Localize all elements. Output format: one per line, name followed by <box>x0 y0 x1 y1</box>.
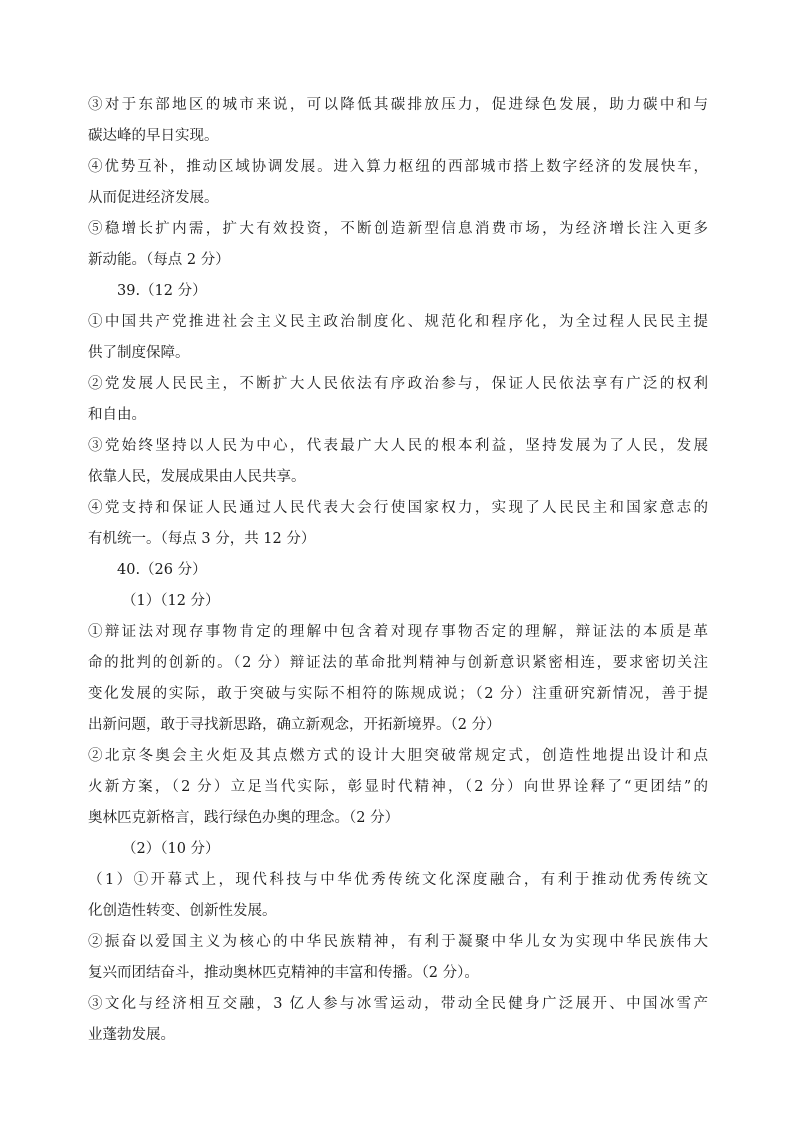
question-number: 39.（12 分） <box>117 283 207 299</box>
sub-question: （2）（10 分） <box>122 841 220 857</box>
text-line: ③党始终坚持以人民为中心，代表最广大人民的根本利益，坚持发展为了人民，发展 <box>88 438 708 454</box>
text-line: 奥林匹克新格言，践行绿色办奥的理念。（2 分） <box>88 810 400 826</box>
text-line: ②北京冬奥会主火炬及其点燃方式的设计大胆突破常规定式，创造性地提出设计和点 <box>88 748 708 764</box>
question-number: 40.（26 分） <box>117 562 207 578</box>
text-line: 新动能。（每点 2 分） <box>88 252 230 268</box>
text-line: ④优势互补，推动区域协调发展。进入算力枢纽的西部城市搭上数字经济的发展快车， <box>88 159 708 175</box>
text-line: 化创造性转变、创新性发展。 <box>88 903 277 919</box>
text-line: ③文化与经济相互交融，3 亿人参与冰雪运动，带动全民健身广泛展开、中国冰雪产 <box>88 996 708 1012</box>
text-line: ⑤稳增长扩内需，扩大有效投资，不断创造新型信息消费市场，为经济增长注入更多 <box>88 221 708 237</box>
text-line: 业蓬勃发展。 <box>88 1027 175 1043</box>
text-line: 变化发展的实际，敢于突破与实际不相符的陈规成说；（2 分）注重研究新情况，善于提 <box>88 686 708 702</box>
text-line: ①辩证法对现存事物肯定的理解中包含着对现存事物否定的理解，辩证法的本质是革 <box>88 624 708 640</box>
text-line: 命的批判的创新的。（2 分）辩证法的革命批判精神与创新意识紧密相连，要求密切关注 <box>88 655 708 671</box>
text-line: ②振奋以爱国主义为核心的中华民族精神，有利于凝聚中华儿女为实现中华民族伟大 <box>88 934 708 950</box>
text-line: 从而促进经济发展。 <box>88 190 219 206</box>
text-line: ①中国共产党推进社会主义民主政治制度化、规范化和程序化，为全过程人民民主提 <box>88 314 708 330</box>
text-line: 复兴而团结奋斗，推动奥林匹克精神的丰富和传播。（2 分）。 <box>88 965 479 981</box>
text-line: 和自由。 <box>88 407 146 423</box>
text-line: （1）①开幕式上，现代科技与中华优秀传统文化深度融合，有利于推动优秀传统文 <box>88 872 708 888</box>
text-line: 火新方案，（2 分）立足当代实际，彰显时代精神，（2 分）向世界诠释了“更团结”的 <box>88 779 708 795</box>
text-line: 供了制度保障。 <box>88 345 190 361</box>
text-line: ④党支持和保证人民通过人民代表大会行使国家权力，实现了人民民主和国家意志的 <box>88 500 708 516</box>
text-line: ③对于东部地区的城市来说，可以降低其碳排放压力，促进绿色发展，助力碳中和与 <box>88 97 708 113</box>
text-line: ②党发展人民民主，不断扩大人民依法有序政治参与，保证人民依法享有广泛的权利 <box>88 376 708 392</box>
text-line: 出新问题，敢于寻找新思路，确立新观念，开拓新境界。（2 分） <box>88 717 501 733</box>
text-line: 有机统一。（每点 3 分，共 12 分） <box>88 531 316 547</box>
text-line: 碳达峰的早日实现。 <box>88 128 219 144</box>
sub-question: （1）（12 分） <box>122 593 220 609</box>
text-line: 依靠人民，发展成果由人民共享。 <box>88 469 306 485</box>
